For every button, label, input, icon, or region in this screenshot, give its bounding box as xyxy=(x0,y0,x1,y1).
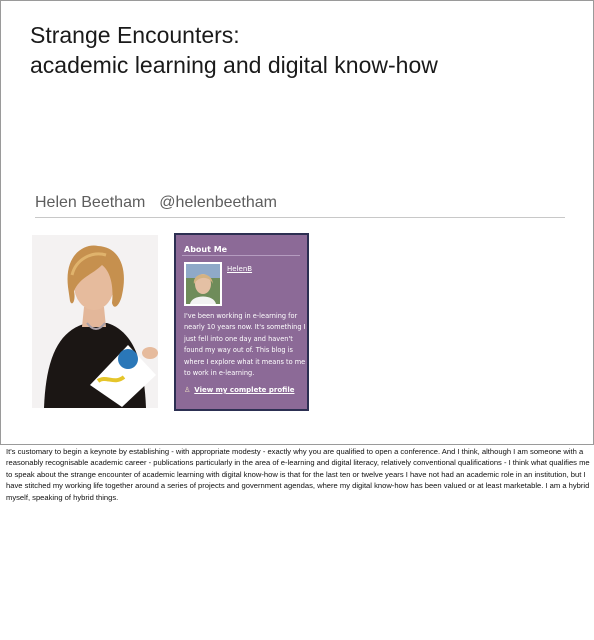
slide-title-line-1: Strange Encounters: xyxy=(30,22,240,48)
author-handle: @helenbeetham xyxy=(159,194,277,211)
about-me-widget xyxy=(174,233,309,411)
view-profile-label: View my complete profile xyxy=(194,386,295,394)
author-photo xyxy=(32,235,158,408)
widget-divider xyxy=(182,255,300,256)
profile-bio: I've been working in e-learning for nearly 10 years now. It's something I just fell into one day and haven't found my way out of. This blog is where I explore what it means to me to work in e-learning. xyxy=(184,312,306,378)
speaker-notes: It's customary to begin a keynote by establishing - with appropriate modesty - exactly why you are qualified to open a conference. And I think, although I am someone with a reasonably recognisable academic career - publications particularly in the area of e-learning and digital literacy, relatively conventional qualifications - I think what qualifies me to speak about the strange encounter of academic learning with digital know-how is that for the last ten or twelve years I have not had an academic role in an institution, but I have stitched my working life together around a series of projects and government agendas, where my digital know-how has been valued or at least marketable. I am a hybrid myself, speaking of hybrid things. xyxy=(6,447,590,502)
view-profile-link[interactable] xyxy=(184,386,294,394)
author-byline xyxy=(35,194,277,212)
author-photo-image xyxy=(32,235,158,408)
slide-title xyxy=(30,20,438,80)
avatar-image xyxy=(184,262,222,306)
slide-title-line-2: academic learning and digital know-how xyxy=(30,52,438,78)
profile-avatar[interactable] xyxy=(184,262,222,306)
person-icon: ♙ xyxy=(184,386,191,394)
title-divider xyxy=(35,217,565,218)
profile-name-link[interactable]: HelenB xyxy=(227,265,253,273)
author-name: Helen Beetham xyxy=(35,194,146,211)
widget-heading: About Me xyxy=(184,245,228,254)
